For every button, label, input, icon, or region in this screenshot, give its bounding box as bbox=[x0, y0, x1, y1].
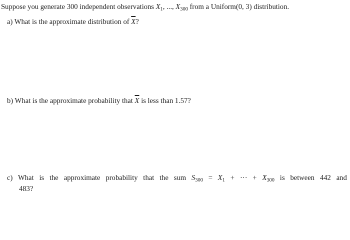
question-mark: ? bbox=[135, 17, 139, 26]
question-c bbox=[7, 173, 347, 186]
term-x300 bbox=[262, 173, 274, 182]
intro-text: Suppose you generate 300 independent observations bbox=[1, 2, 154, 11]
subscript: 1 bbox=[160, 6, 163, 13]
var-x-bar: $\overline{X}$ bbox=[131, 17, 136, 26]
question-text-continuation: 483? bbox=[19, 184, 34, 193]
question-text: What is the approximate probability that the sum bbox=[17, 173, 187, 182]
question-label: a) bbox=[7, 17, 13, 26]
subscript: 300 bbox=[266, 177, 275, 184]
sum-variable bbox=[191, 173, 202, 182]
question-text: What is the approximate probability that bbox=[14, 96, 133, 105]
var-x-bar: $\overline{X}$ bbox=[134, 96, 140, 105]
var-x: X bbox=[217, 173, 223, 182]
plus-ellipsis: + ··· + bbox=[230, 173, 257, 182]
var-x: X bbox=[155, 2, 161, 11]
equals-sign: = bbox=[208, 173, 213, 182]
question-text-end: is between 442 and bbox=[279, 173, 347, 182]
subscript: 300 bbox=[195, 177, 203, 184]
question-label: c) bbox=[7, 173, 13, 182]
intro-sentence bbox=[1, 2, 289, 15]
subscript: 300 bbox=[180, 6, 188, 13]
question-b bbox=[7, 96, 191, 105]
question-a bbox=[7, 17, 139, 26]
var-s: S bbox=[191, 173, 196, 182]
var-x: X bbox=[175, 2, 181, 11]
term-x1 bbox=[218, 173, 225, 182]
var-x: X bbox=[262, 173, 267, 182]
ellipsis: , ..., bbox=[162, 2, 176, 11]
question-label: b) bbox=[7, 96, 14, 105]
question-text-end: is less than 1.57? bbox=[141, 96, 191, 105]
intro-variable-sequence bbox=[156, 2, 188, 11]
question-c-continuation bbox=[19, 184, 33, 193]
intro-text-end: from a Uniform(0, 3) distribution. bbox=[189, 2, 290, 11]
question-text: What is the approximate distribution of bbox=[14, 17, 130, 26]
subscript: 1 bbox=[222, 177, 225, 184]
